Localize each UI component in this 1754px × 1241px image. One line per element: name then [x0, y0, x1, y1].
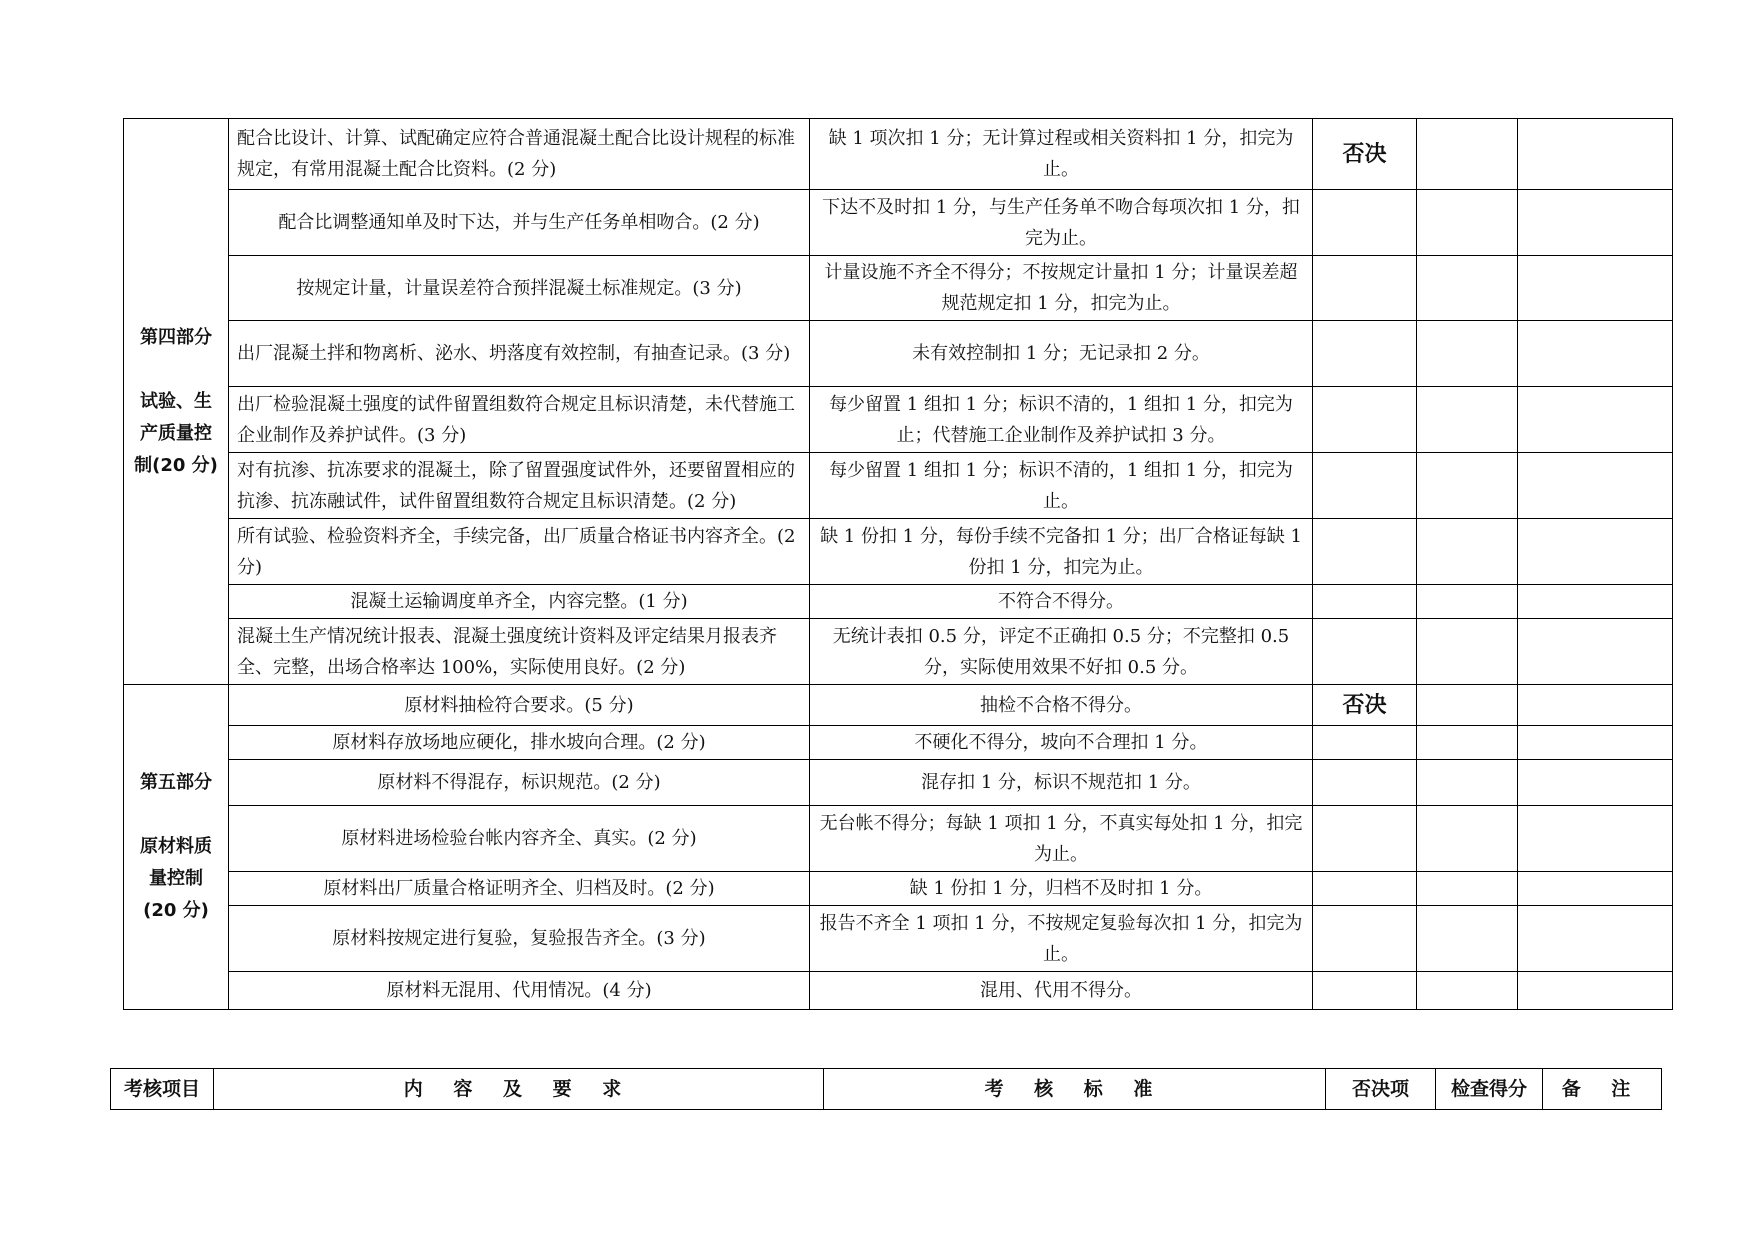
table-row [124, 119, 1673, 190]
remarks-cell[interactable] [1518, 190, 1673, 256]
requirement-cell: 所有试验、检验资料齐全，手续完备，出厂质量合格证书内容齐全。(2 分) [229, 519, 810, 585]
section-name-line: 量控制 [149, 868, 203, 889]
standard-cell: 缺 1 份扣 1 分，归档不及时扣 1 分。 [810, 872, 1313, 906]
table-row [124, 906, 1673, 972]
veto-cell [1313, 387, 1417, 453]
veto-cell [1313, 619, 1417, 685]
table-row [124, 190, 1673, 256]
veto-cell [1313, 190, 1417, 256]
remarks-cell[interactable] [1518, 119, 1673, 190]
veto-cell [1313, 519, 1417, 585]
column-header-table [110, 1068, 1662, 1110]
standard-cell: 不符合不得分。 [810, 585, 1313, 619]
standard-cell: 缺 1 项次扣 1 分；无计算过程或相关资料扣 1 分，扣完为止。 [810, 119, 1313, 190]
score-cell[interactable] [1417, 972, 1518, 1010]
spacer [130, 799, 222, 831]
standard-cell: 混用、代用不得分。 [810, 972, 1313, 1010]
veto-cell [1313, 453, 1417, 519]
remarks-cell[interactable] [1518, 256, 1673, 321]
score-cell[interactable] [1417, 453, 1518, 519]
remarks-cell[interactable] [1518, 806, 1673, 872]
veto-cell [1313, 760, 1417, 806]
score-cell[interactable] [1417, 760, 1518, 806]
header-row [111, 1069, 1662, 1110]
remarks-cell[interactable] [1518, 685, 1673, 726]
requirement-cell: 出厂混凝土拌和物离析、泌水、坍落度有效控制，有抽查记录。(3 分) [229, 321, 810, 387]
remarks-cell[interactable] [1518, 760, 1673, 806]
standard-cell: 缺 1 份扣 1 分，每份手续不完备扣 1 分；出厂合格证每缺 1 份扣 1 分，扣完为止。 [810, 519, 1313, 585]
section-title-cell [124, 119, 229, 685]
requirement-cell: 出厂检验混凝土强度的试件留置组数符合规定且标识清楚，未代替施工企业制作及养护试件。(3 分) [229, 387, 810, 453]
table-row [124, 972, 1673, 1010]
score-cell[interactable] [1417, 119, 1518, 190]
remarks-cell[interactable] [1518, 321, 1673, 387]
veto-cell [1313, 585, 1417, 619]
table-row [124, 760, 1673, 806]
score-cell[interactable] [1417, 619, 1518, 685]
standard-cell: 报告不齐全 1 项扣 1 分，不按规定复验每次扣 1 分，扣完为止。 [810, 906, 1313, 972]
veto-cell [1313, 256, 1417, 321]
section-name-line: 试验、生 [140, 390, 212, 412]
standard-cell: 无统计表扣 0.5 分，评定不正确扣 0.5 分；不完整扣 0.5 分，实际使用效果不好扣 0.5 分。 [810, 619, 1313, 685]
remarks-cell[interactable] [1518, 726, 1673, 760]
score-cell[interactable] [1417, 906, 1518, 972]
table-row [124, 585, 1673, 619]
table-row [124, 519, 1673, 585]
section-name-line: (20 分) [143, 900, 209, 921]
remarks-cell[interactable] [1518, 972, 1673, 1010]
requirement-cell: 配合比设计、计算、试配确定应符合普通混凝土配合比设计规程的标准规定，有常用混凝土配合比资料。(2 分) [229, 119, 810, 190]
standard-cell: 未有效控制扣 1 分；无记录扣 2 分。 [810, 321, 1313, 387]
score-cell[interactable] [1417, 685, 1518, 726]
requirement-cell: 原材料不得混存，标识规范。(2 分) [229, 760, 810, 806]
standard-cell: 混存扣 1 分，标识不规范扣 1 分。 [810, 760, 1313, 806]
assessment-table [123, 118, 1673, 1010]
requirement-cell: 原材料出厂质量合格证明齐全、归档及时。(2 分) [229, 872, 810, 906]
section-title: 第四部分 [140, 326, 212, 348]
table-row [124, 685, 1673, 726]
section-title: 第五部分 [140, 772, 212, 793]
requirement-cell: 原材料进场检验台帐内容齐全、真实。(2 分) [229, 806, 810, 872]
veto-cell [1313, 321, 1417, 387]
table-row [124, 726, 1673, 760]
score-cell[interactable] [1417, 585, 1518, 619]
score-cell[interactable] [1417, 387, 1518, 453]
requirement-cell: 混凝土生产情况统计报表、混凝土强度统计资料及评定结果月报表齐全、完整，出场合格率达 100%，实际使用良好。(2 分) [229, 619, 810, 685]
requirement-cell: 对有抗渗、抗冻要求的混凝土，除了留置强度试件外，还要留置相应的抗渗、抗冻融试件，试件留置组数符合规定且标识清楚。(2 分) [229, 453, 810, 519]
standard-cell: 下达不及时扣 1 分，与生产任务单不吻合每项次扣 1 分，扣完为止。 [810, 190, 1313, 256]
section-name-line: 产质量控 [140, 422, 212, 444]
requirement-cell: 配合比调整通知单及时下达，并与生产任务单相吻合。(2 分) [229, 190, 810, 256]
table-row [124, 872, 1673, 906]
standard-cell: 计量设施不齐全不得分；不按规定计量扣 1 分；计量误差超规范规定扣 1 分，扣完为止。 [810, 256, 1313, 321]
requirement-cell: 原材料存放场地应硬化，排水坡向合理。(2 分) [229, 726, 810, 760]
section-name-line: 制(20 分) [134, 454, 218, 476]
table-row [124, 453, 1673, 519]
header-veto: 否决项 [1326, 1069, 1436, 1110]
veto-cell [1313, 872, 1417, 906]
standard-cell: 抽检不合格不得分。 [810, 685, 1313, 726]
score-cell[interactable] [1417, 519, 1518, 585]
header-score: 检查得分 [1436, 1069, 1543, 1110]
table-row [124, 256, 1673, 321]
score-cell[interactable] [1417, 190, 1518, 256]
spacer [130, 354, 222, 386]
table-row [124, 806, 1673, 872]
remarks-cell[interactable] [1518, 453, 1673, 519]
remarks-cell[interactable] [1518, 387, 1673, 453]
remarks-cell[interactable] [1518, 619, 1673, 685]
section-title-cell [124, 685, 229, 1010]
requirement-cell: 混凝土运输调度单齐全，内容完整。(1 分) [229, 585, 810, 619]
remarks-cell[interactable] [1518, 519, 1673, 585]
veto-cell: 否决 [1313, 119, 1417, 190]
score-cell[interactable] [1417, 872, 1518, 906]
veto-cell: 否决 [1313, 685, 1417, 726]
score-cell[interactable] [1417, 806, 1518, 872]
table-row [124, 387, 1673, 453]
standard-cell: 不硬化不得分，坡向不合理扣 1 分。 [810, 726, 1313, 760]
table-row [124, 321, 1673, 387]
score-cell[interactable] [1417, 726, 1518, 760]
requirement-cell: 原材料抽检符合要求。(5 分) [229, 685, 810, 726]
veto-cell [1313, 726, 1417, 760]
requirement-cell: 按规定计量，计量误差符合预拌混凝土标准规定。(3 分) [229, 256, 810, 321]
header-standard: 考 核 标 准 [824, 1069, 1326, 1110]
score-cell[interactable] [1417, 321, 1518, 387]
remarks-cell[interactable] [1518, 906, 1673, 972]
remarks-cell[interactable] [1518, 585, 1673, 619]
requirement-cell: 原材料无混用、代用情况。(4 分) [229, 972, 810, 1010]
header-item: 考核项目 [111, 1069, 214, 1110]
veto-cell [1313, 906, 1417, 972]
veto-cell [1313, 806, 1417, 872]
requirement-cell: 原材料按规定进行复验，复验报告齐全。(3 分) [229, 906, 810, 972]
standard-cell: 无台帐不得分；每缺 1 项扣 1 分，不真实每处扣 1 分，扣完为止。 [810, 806, 1313, 872]
table-row [124, 619, 1673, 685]
score-cell[interactable] [1417, 256, 1518, 321]
header-content: 内 容 及 要 求 [214, 1069, 824, 1110]
header-remarks: 备 注 [1543, 1069, 1662, 1110]
standard-cell: 每少留置 1 组扣 1 分；标识不清的，1 组扣 1 分，扣完为止；代替施工企业制作及养护试扣 3 分。 [810, 387, 1313, 453]
remarks-cell[interactable] [1518, 872, 1673, 906]
section-name-line: 原材料质 [140, 836, 212, 857]
veto-cell [1313, 972, 1417, 1010]
standard-cell: 每少留置 1 组扣 1 分；标识不清的，1 组扣 1 分，扣完为止。 [810, 453, 1313, 519]
